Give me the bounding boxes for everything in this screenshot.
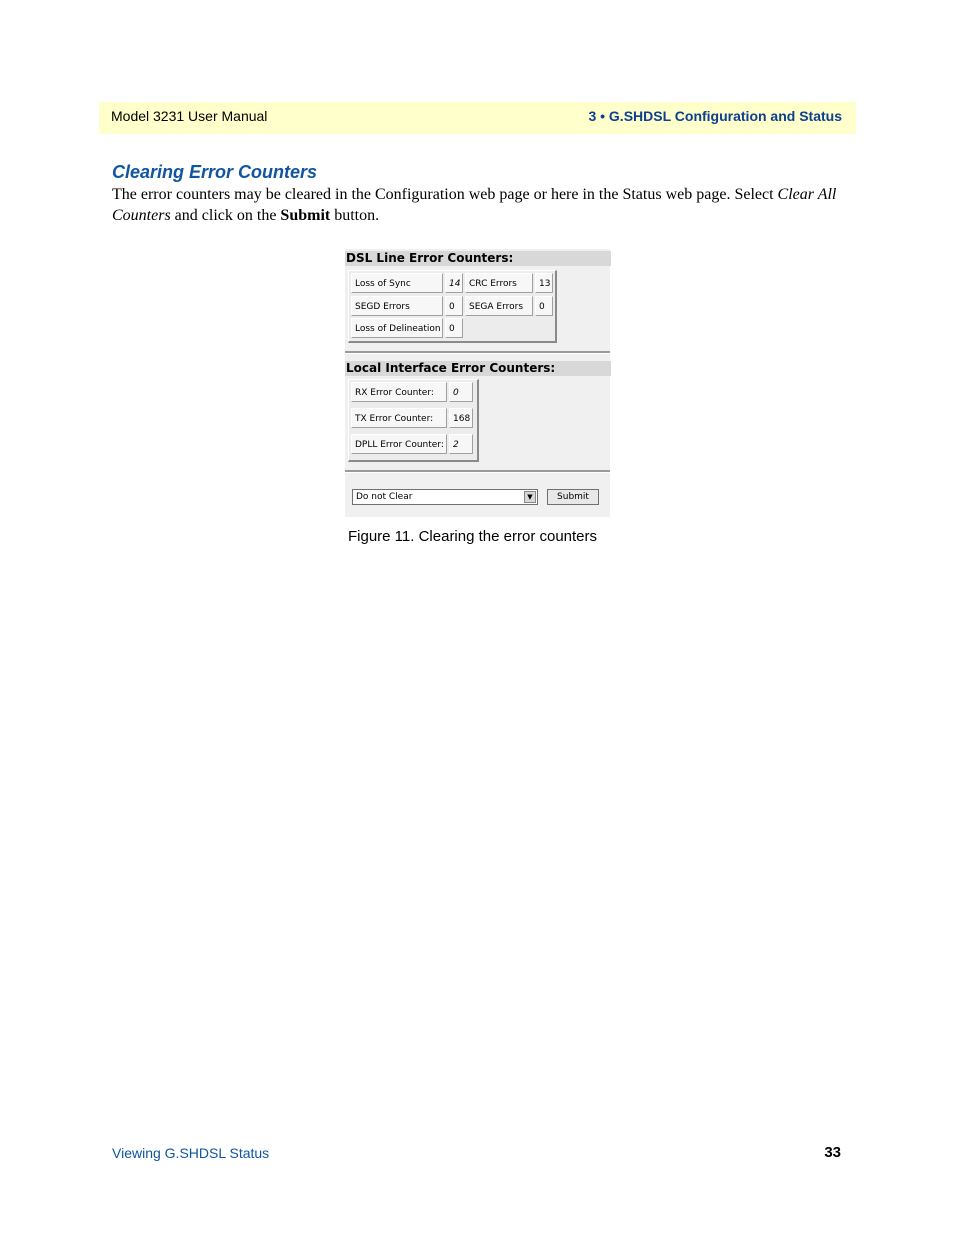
crc-errors-label: CRC Errors xyxy=(465,273,533,293)
local-counters-title: Local Interface Error Counters: xyxy=(345,361,611,376)
loss-of-sync-value: 14 xyxy=(445,273,463,293)
manual-title: Model 3231 User Manual xyxy=(111,108,268,124)
separator xyxy=(345,470,610,473)
sega-errors-value: 0 xyxy=(535,296,553,316)
segd-errors-label: SEGD Errors xyxy=(351,296,443,316)
loss-of-sync-label: Loss of Sync xyxy=(351,273,443,293)
body-bold-submit: Submit xyxy=(280,207,331,224)
sega-errors-label: SEGA Errors xyxy=(465,296,533,316)
chevron-down-icon[interactable]: ▼ xyxy=(524,491,536,503)
body-text-3: button. xyxy=(330,207,380,224)
rx-error-counter-value: 0 xyxy=(449,382,473,402)
dpll-error-counter-label: DPLL Error Counter: xyxy=(351,434,447,454)
body-text-1: The error counters may be cleared in the Configuration web page or here in the Status web page. Select xyxy=(112,186,778,203)
figure-top-border xyxy=(345,245,610,249)
segd-errors-value: 0 xyxy=(445,296,463,316)
submit-button[interactable]: Submit xyxy=(547,489,599,505)
chapter-title: 3 • G.SHDSL Configuration and Status xyxy=(588,108,842,124)
body-text-2: and click on the xyxy=(170,207,281,224)
body-italic-clear-all: Clear All Counters xyxy=(112,186,837,224)
dpll-error-counter-value: 2 xyxy=(449,434,473,454)
separator xyxy=(345,351,610,354)
select-value: Do not Clear xyxy=(356,492,413,502)
rx-error-counter-label: RX Error Counter: xyxy=(351,382,447,402)
dsl-counters-group xyxy=(348,270,557,343)
tx-error-counter-value: 168 xyxy=(449,408,473,428)
page-number: 33 xyxy=(824,1144,841,1161)
tx-error-counter-label: TX Error Counter: xyxy=(351,408,447,428)
crc-errors-value: 13 xyxy=(535,273,553,293)
loss-of-delineation-value: 0 xyxy=(445,318,463,338)
local-counters-group xyxy=(348,379,479,462)
screenshot-figure xyxy=(345,245,610,517)
page-header xyxy=(99,102,856,134)
loss-of-delineation-label: Loss of Delineation xyxy=(351,318,443,338)
body-paragraph xyxy=(112,184,842,226)
section-title: Clearing Error Counters xyxy=(112,162,318,182)
footer-section-name: Viewing G.SHDSL Status xyxy=(112,1145,270,1161)
clear-counters-select[interactable] xyxy=(352,489,538,505)
dsl-counters-title: DSL Line Error Counters: xyxy=(345,251,611,266)
figure-caption: Figure 11. Clearing the error counters xyxy=(348,528,598,545)
